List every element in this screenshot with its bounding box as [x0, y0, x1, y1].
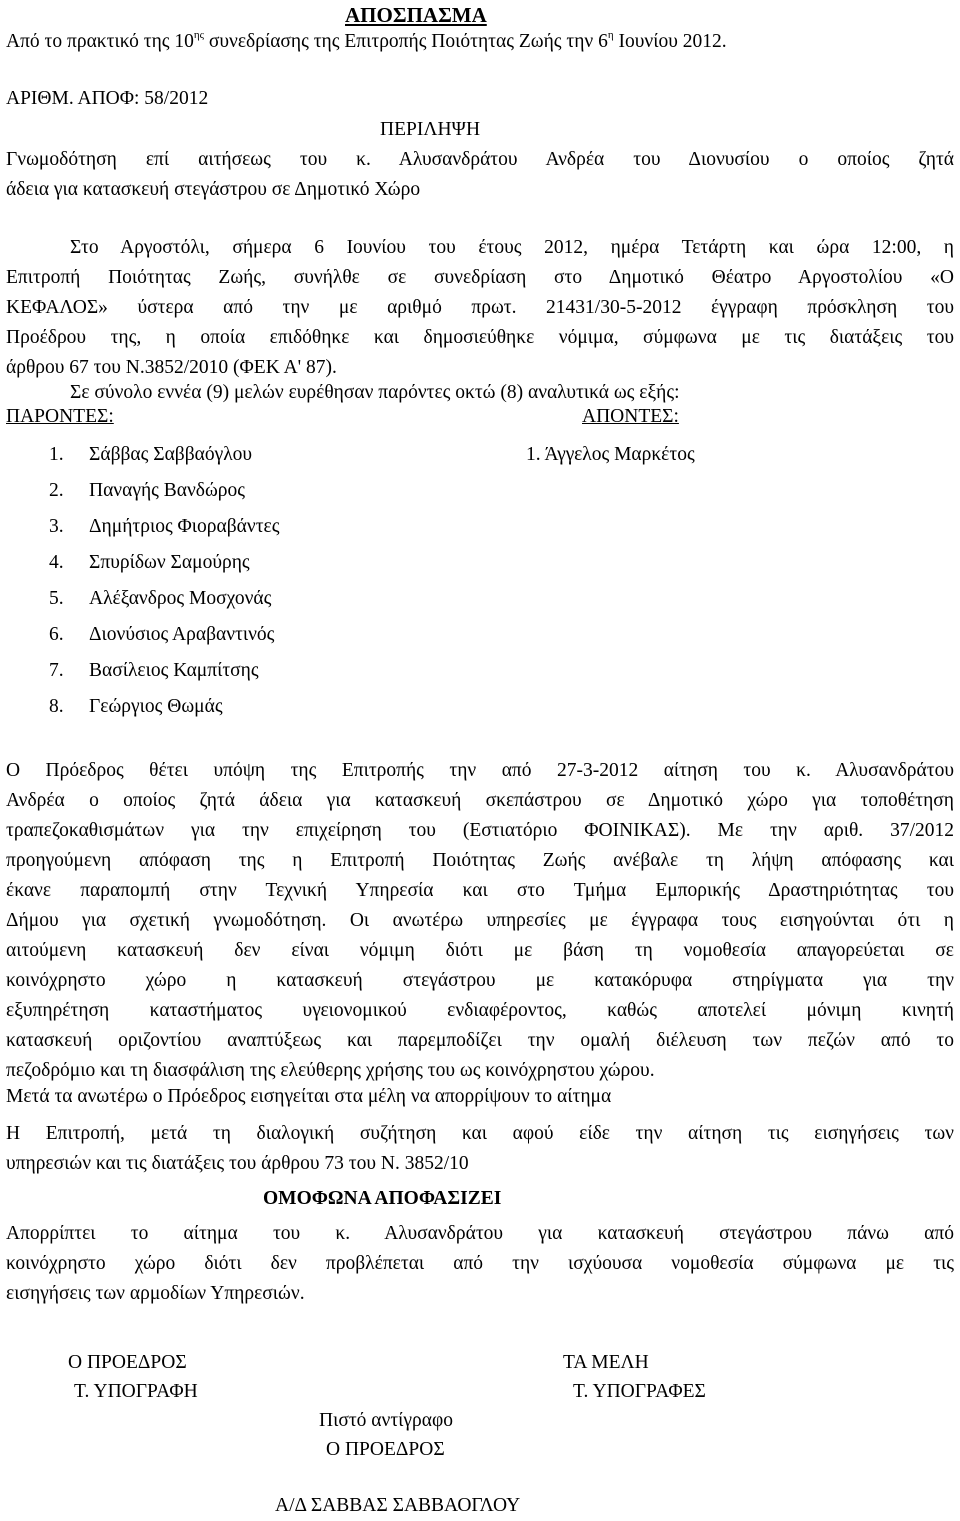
minutes-source-text-b: συνεδρίασης της Επιτροπής Ποιότητας Ζωής την 6 [203, 31, 608, 52]
decision-heading: ΟΜΟΦΩΝΑ ΑΠΟΦΑΣΙΖΕΙ [263, 1188, 502, 1209]
decision-paragraph [6, 1219, 954, 1309]
list-item: 5. Αλέξανδρος Μοσχονάς [49, 588, 272, 609]
list-item: 2. Παναγής Βανδώρος [49, 480, 246, 501]
summary-heading: ΠΕΡΙΛΗΨΗ [380, 119, 481, 140]
body-line: Ο Πρόεδρος θέτει υπόψη της Επιτροπής την από 27-3-2012 αίτηση του κ. Αλυσανδράτου [6, 760, 954, 781]
body-line: κοινόχρηστο χώρο η κατασκευή στεγάστρου με κατακόρυφα στηρίγματα για την [6, 970, 954, 991]
quorum-statement: Σε σύνολο εννέα (9) μελών ευρέθησαν παρόντες οκτώ (8) αναλυτικά ως εξής: [70, 382, 680, 403]
members-title: ΤΑ ΜΕΛΗ [563, 1352, 649, 1373]
body-line: εξυπηρέτηση καταστήματος υγειονομικού ενδιαφέροντος, καθώς αποτελεί μόνιμη κινητή [6, 1000, 954, 1021]
minutes-source-line [6, 27, 727, 57]
intro-line: Στο Αργοστόλι, σήμερα 6 Ιουνίου του έτους 2012, ημέρα Τετάρτη και ώρα 12:00, η [70, 237, 954, 258]
president-title-left: Ο ΠΡΟΕΔΡΟΣ [68, 1352, 187, 1373]
body-line: πεζοδρόμιο και τη διασφάλιση της ελεύθερης χρήσης του ως κοινόχρηστου χώρου. [6, 1060, 655, 1081]
minutes-source-text-c: Ιουνίου 2012. [613, 31, 727, 52]
body-line: προηγούμενη απόφαση της η Επιτροπή Ποιότητας Ζωής ανέβαλε τη λήψη απόφασης και [6, 850, 954, 871]
body-line: τραπεζοκαθισμάτων για την επιχείρηση του (Εστιατόριο ΦΟΙΝΙΚΑΣ). Με την αριθ. 37/2012 [6, 820, 954, 841]
decision-line: εισηγήσεις των αρμοδίων Υπηρεσιών. [6, 1283, 305, 1304]
list-item: 8. Γεώργιος Θωμάς [49, 696, 223, 717]
president-proposal: Μετά τα ανωτέρω ο Πρόεδρος εισηγείται στα μέλη να απορρίψουν το αίτημα [6, 1086, 612, 1107]
list-item: 6. Διονύσιος Αραβαντινός [49, 624, 275, 645]
intro-line: άρθρου 67 του Ν.3852/2010 (ΦΕΚ Α' 87). [6, 357, 337, 378]
body-line: Ανδρέα ο οποίος ζητά άδεια για κατασκευή σκεπάστρου σε Δημοτικό χώρο για τοποθέτηση [6, 790, 954, 811]
true-copy-label: Πιστό αντίγραφο [319, 1410, 453, 1431]
summary-line: Γνωμοδότηση επί αιτήσεως του κ. Αλυσανδράτου Ανδρέα του Διονυσίου ο οποίος ζητά [6, 149, 954, 170]
body-line: αιτούμενη κατασκευή δεν είναι νόμιμη διότι με βάση τη νομοθεσία απαγορεύεται σε [6, 940, 954, 961]
decision-line: Απορρίπτει το αίτημα του κ. Αλυσανδράτου για κατασκευή στεγάστρου πάνω από [6, 1223, 954, 1244]
true-copy-president: Ο ΠΡΟΕΔΡΟΣ [326, 1439, 445, 1460]
ordinal-superscript-1: ης [193, 29, 204, 41]
absent-list [526, 440, 695, 470]
minutes-source-text-a: Από το πρακτικό της 10 [6, 31, 194, 52]
summary-line: άδεια για κατασκευή στεγάστρου σε Δημοτικό Χώρο [6, 179, 421, 200]
signer-name: Α/Δ ΣΑΒΒΑΣ ΣΑΒΒΑΟΓΛΟΥ [275, 1495, 521, 1516]
president-signature-note: Τ. ΥΠΟΓΡΑΦΗ [74, 1381, 198, 1402]
list-item: 1. Άγγελος Μαρκέτος [526, 444, 695, 465]
committee-paragraph [6, 1119, 954, 1179]
present-list [49, 440, 279, 728]
body-line: έκανε παραπομπή στην Τεχνική Υπηρεσία και στο Τμήμα Εμπορικής Δραστηριότητας του [6, 880, 954, 901]
present-heading: ΠΑΡΟΝΤΕΣ: [6, 406, 114, 427]
document-title: ΑΠΟΣΠΑΣΜΑ [345, 3, 487, 27]
committee-line: υπηρεσιών και τις διατάξεις του άρθρου 73 του Ν. 3852/10 [6, 1153, 469, 1174]
body-line: Δήμου για σχετική γνωμοδότηση. Οι ανωτέρω υπηρεσίες με έγγραφα τους εισηγούνται ότι η [6, 910, 954, 931]
list-item: 1. Σάββας Σαββαόγλου [49, 444, 253, 465]
summary-text [6, 145, 954, 205]
absent-heading: ΑΠΟΝΤΕΣ: [582, 406, 679, 427]
decision-line: κοινόχρηστο χώρο διότι δεν προβλέπεται από την ισχύουσα νομοθεσία σύμφωνα με τις [6, 1253, 954, 1274]
ordinal-superscript-2: η [607, 29, 614, 41]
intro-line: ΚΕΦΑΛΟΣ» ύστερα από την με αριθμό πρωτ. 21431/30-5-2012 έγγραφη πρόσκληση του [6, 297, 954, 318]
list-item: 4. Σπυρίδων Σαμούρης [49, 552, 250, 573]
list-item: 3. Δημήτριος Φιοραβάντες [49, 516, 280, 537]
body-line: κατασκευή οριζοντίου αναπτύξεως και παρεμποδίζει την ομαλή διέλευση των πεζών από το [6, 1030, 954, 1051]
committee-line: Η Επιτροπή, μετά τη διαλογική συζήτηση και αφού είδε την αίτηση τις εισηγήσεις των [6, 1123, 954, 1144]
list-item: 7. Βασίλειος Καμπίτσης [49, 660, 259, 681]
intro-line: Προέδρου της, η οποία επιδόθηκε και δημοσιεύθηκε νόμιμα, σύμφωνα με τις διατάξεις του [6, 327, 954, 348]
body-paragraph [6, 756, 954, 1086]
members-signature-note: Τ. ΥΠΟΓΡΑΦΕΣ [573, 1381, 706, 1402]
intro-paragraph [6, 233, 954, 383]
intro-line: Επιτροπή Ποιότητας Ζωής, συνήλθε σε συνεδρίαση στο Δημοτικό Θέατρο Αργοστολίου «Ο [6, 267, 954, 288]
decision-number: ΑΡΙΘΜ. ΑΠΟΦ: 58/2012 [6, 88, 209, 109]
